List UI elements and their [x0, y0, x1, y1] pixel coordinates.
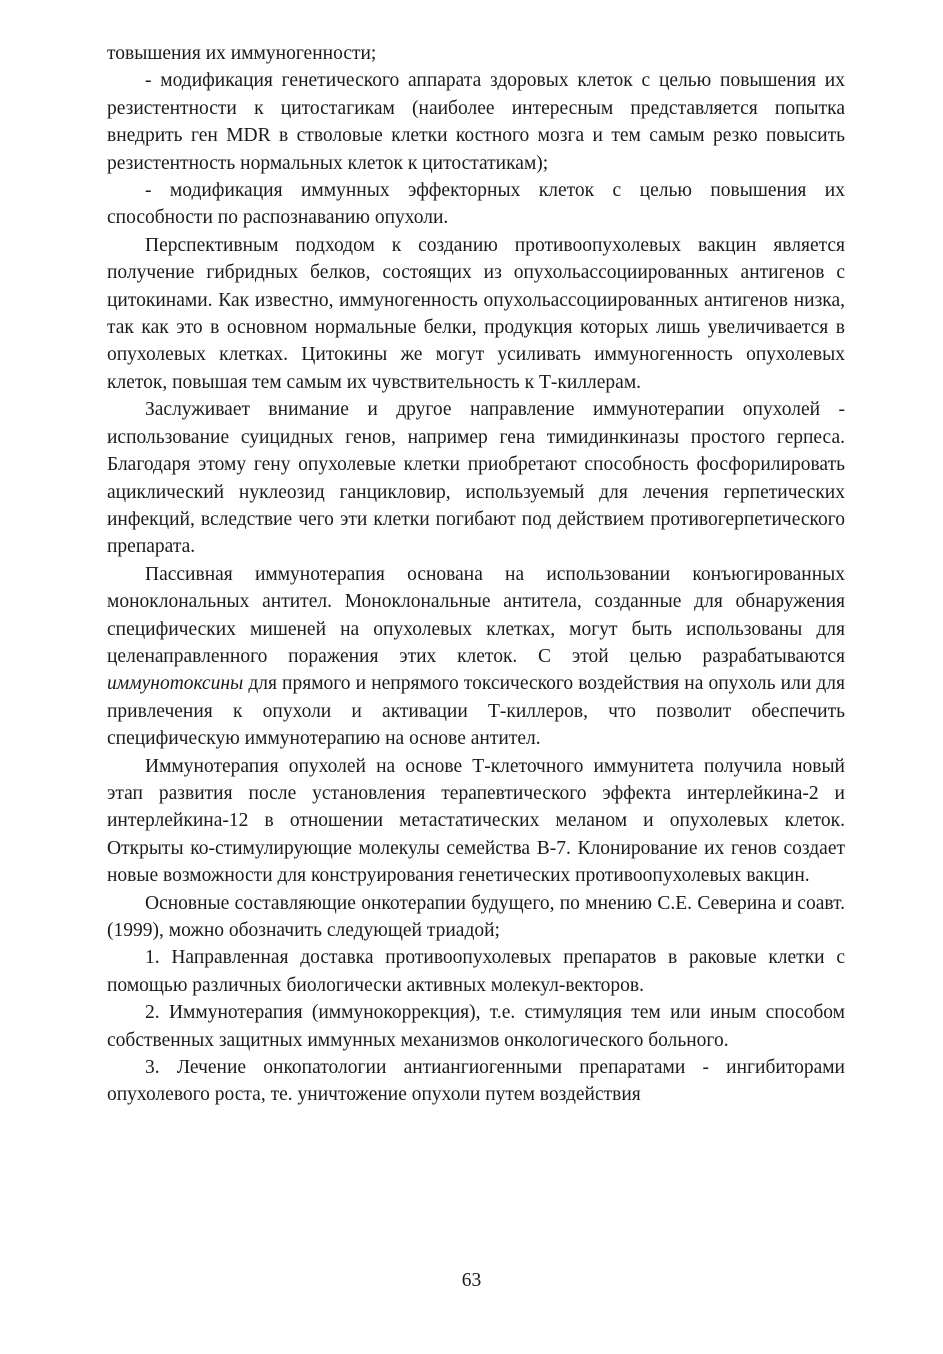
passive-text-after: для прямого и непрямого токсического воздействия на опухоль или для привлечения к опухоли и активации Т-киллеров, что позволит обеспечить специфическую иммунотерапию на основе антител.	[107, 673, 845, 750]
paragraph-passive-immunotherapy	[107, 561, 845, 753]
page-number: 63	[461, 1270, 482, 1291]
paragraph-genetic-modification: - модификация генетического аппарата здоровых клеток с целью повышения их резистентности к цитостагикам (наиболее интересным представляется попытка внедрить ген MDR в стволовые клетки костного мозга и тем самым резко повысить резистентность нормальных клеток к цитостатикам);	[107, 70, 845, 174]
paragraph-immune-effector: - модификация иммунных эффекторных клеток с целью повышения их способности по распознаванию опухоли.	[107, 180, 845, 229]
passive-text-before: Пассивная иммунотерапия основана на использовании конъюгированных моноклональных антител. Моноклональные антитела, созданные для обнаружения специфических мишеней на опухолевых клетках, могут быть использованы для целенаправленного поражения этих клеток. С этой целью разрабатываются	[107, 563, 845, 667]
immunotoxins-term: иммунотоксины	[107, 673, 244, 695]
list-item-targeted-delivery: 1. Направленная доставка противоопухолевых препаратов в раковые клетки с помощью различных биологически активных молекул-векторов.	[107, 947, 845, 996]
list-item-antiangiogenic: 3. Лечение онкопатологии антиангиогенными препаратами - ингибиторами опухолевого роста, те. уничтожение опухоли путем воздействия	[107, 1057, 845, 1106]
paragraph-suicide-genes: Заслуживает внимание и другое направление иммунотерапии опухолей - использование суицидных генов, например гена тимидинкиназы простого герпеса. Благодаря этому гену опухолевые клетки приобретают способность фосфорилировать ациклический нуклеозид ганцикловир, используемый для лечения герпетических инфекций, вследствие чего эти клетки погибают под действием противогерпетического препарата.	[107, 399, 845, 558]
paragraph-t-cell-immunity: Иммунотерапия опухолей на основе Т-клеточного иммунитета получила новый этап развития после установления терапевтического эффекта интерлейкина-2 и интерлейкина-12 в отношении метастатических меланом и опухолевых клеток. Открыты ко-стимулирующие молекулы семейства В-7. Клонирование их генов создает новые возможности для конструирования генетических противоопухолевых вакцин.	[107, 755, 845, 887]
paragraph-triad-intro: Основные составляющие онкотерапии будущего, по мнению С.Е. Северина и соавт. (1999), можно обозначить следующей триадой;	[107, 892, 845, 941]
paragraph-continuation: товышения их иммуногенности;	[107, 43, 377, 64]
paragraph-hybrid-proteins: Перспективным подходом к созданию противоопухолевых вакцин является получение гибридных белков, состоящих из опухольассоциированных антигенов с цитокинами. Как известно, иммуногенность опухольассоциированных антигенов низка, так как это в основном нормальные белки, продукция которых лишь увеличивается в опухолевых клетках. Цитокины же могут усиливать иммуногенность опухолевых клеток, повышая тем самым их чувствительность к Т-киллерам.	[107, 234, 845, 393]
page-body	[107, 40, 845, 1109]
list-item-immunotherapy: 2. Иммунотерапия (иммунокоррекция), т.е. стимуляция тем или иным способом собственных защитных иммунных механизмов онкологического больного.	[107, 1002, 845, 1051]
